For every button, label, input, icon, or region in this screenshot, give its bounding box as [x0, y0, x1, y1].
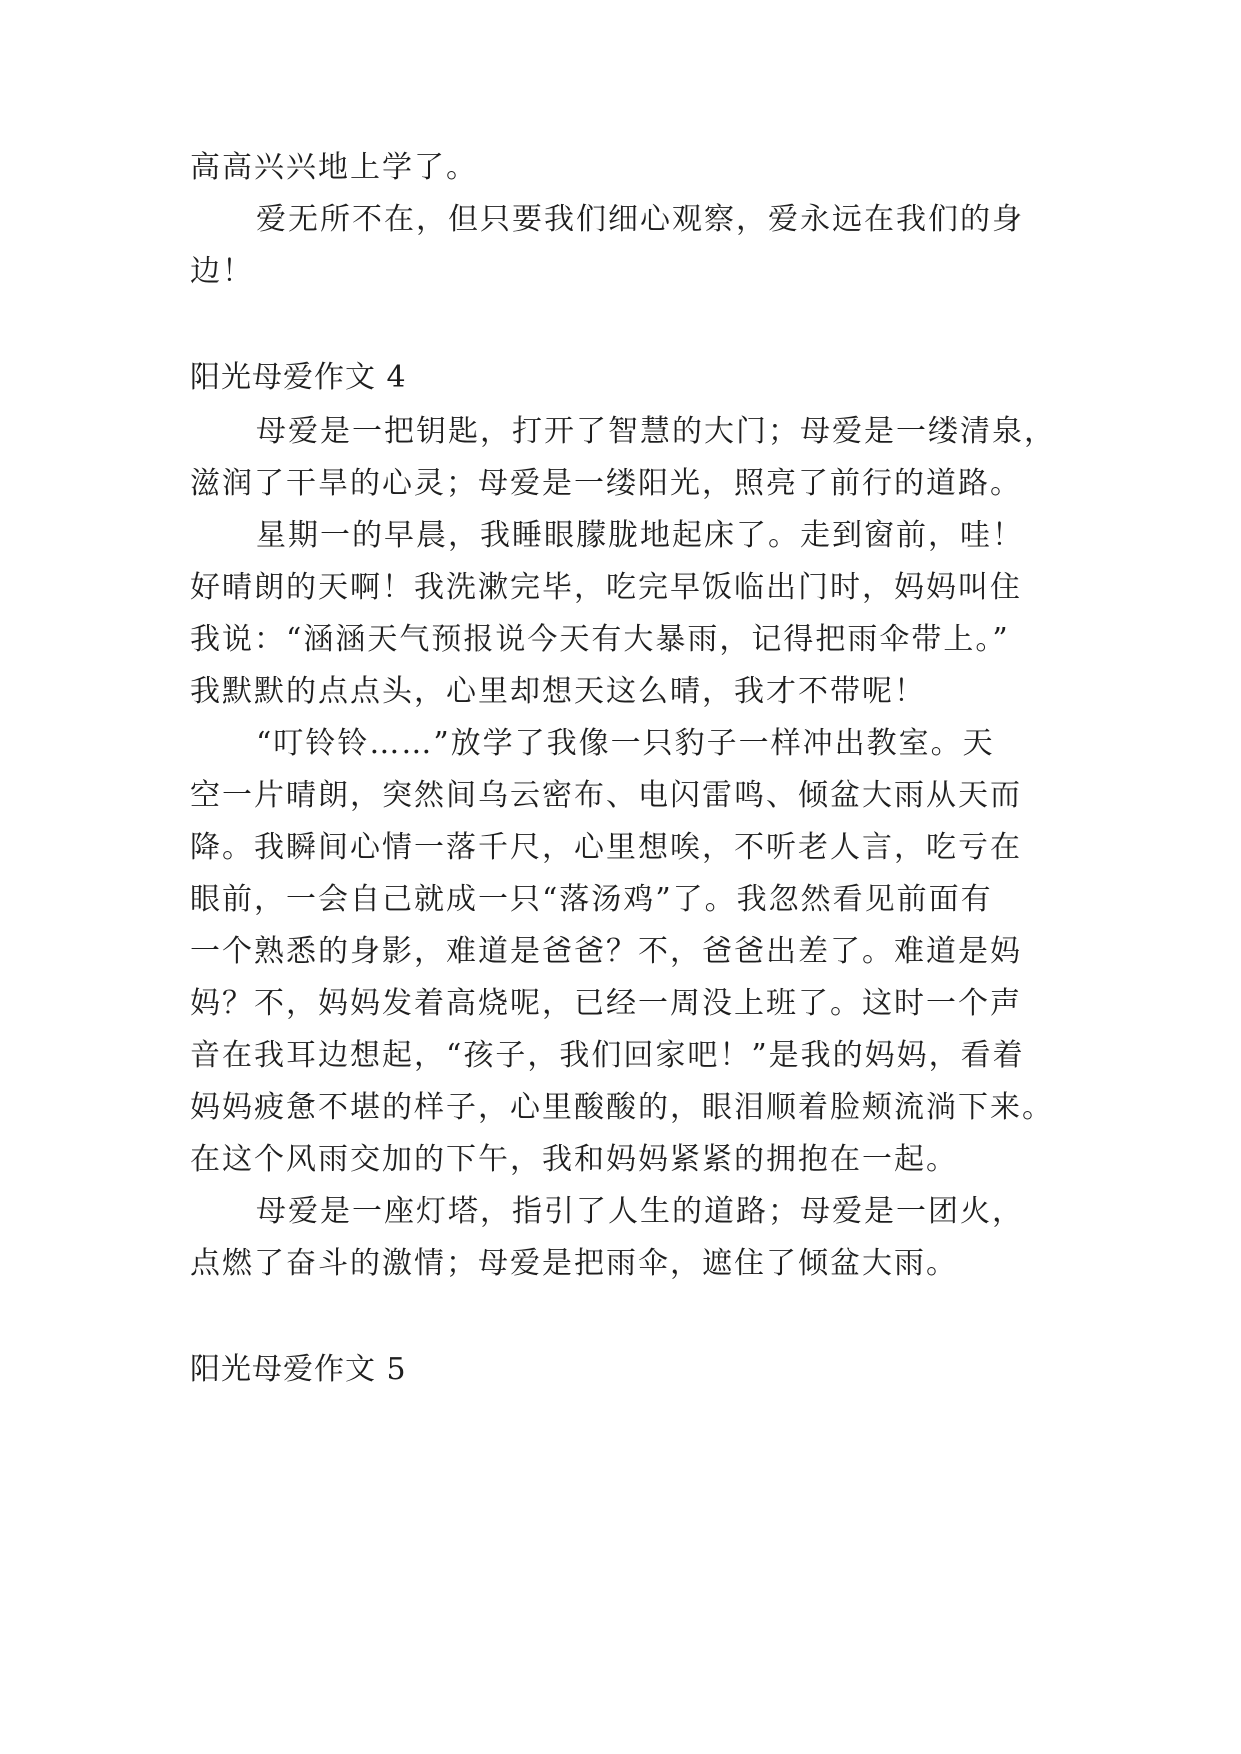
paragraph-line: “叮铃铃……”放学了我像一只豹子一样冲出教室。天 [256, 726, 995, 761]
paragraph-line: 妈？不，妈妈发着高烧呢，已经一周没上班了。这时一个声 [190, 986, 1022, 1021]
paragraph-line: 好晴朗的天啊！我洗漱完毕，吃完早饭临出门时，妈妈叫住 [190, 570, 1022, 605]
paragraph-line: 星期一的早晨，我睡眼朦胧地起床了。走到窗前，哇！ [256, 518, 1024, 553]
paragraph-line: 滋润了干旱的心灵；母爱是一缕阳光，照亮了前行的道路。 [190, 466, 1022, 501]
section-heading: 阳光母爱作文 4 [190, 360, 407, 395]
paragraph-line: 母爱是一座灯塔，指引了人生的道路；母爱是一团火， [256, 1194, 1024, 1229]
paragraph-line: 爱无所不在，但只要我们细心观察，爱永远在我们的身 [256, 202, 1024, 237]
paragraph-line: 音在我耳边想起，“孩子，我们回家吧！”是我的妈妈，看着 [190, 1038, 1025, 1073]
paragraph-line: 在这个风雨交加的下午，我和妈妈紧紧的拥抱在一起。 [190, 1142, 958, 1177]
paragraph-line: 妈妈疲惫不堪的样子，心里酸酸的，眼泪顺着脸颊流淌下来。 [190, 1090, 1054, 1125]
section-heading: 阳光母爱作文 5 [190, 1352, 407, 1387]
paragraph-line: 我说：“涵涵天气预报说今天有大暴雨，记得把雨伞带上。” [190, 622, 1010, 657]
paragraph-line: 边！ [190, 254, 254, 289]
paragraph-line: 母爱是一把钥匙，打开了智慧的大门；母爱是一缕清泉， [256, 414, 1056, 449]
paragraph-line: 点燃了奋斗的激情；母爱是把雨伞，遮住了倾盆大雨。 [190, 1246, 958, 1281]
paragraph-line: 我默默的点点头，心里却想天这么晴，我才不带呢！ [190, 674, 926, 709]
paragraph-line: 降。我瞬间心情一落千尺，心里想唉，不听老人言，吃亏在 [190, 830, 1022, 865]
paragraph-line: 一个熟悉的身影，难道是爸爸？不，爸爸出差了。难道是妈 [190, 934, 1022, 969]
paragraph-line: 空一片晴朗，突然间乌云密布、电闪雷鸣、倾盆大雨从天而 [190, 778, 1022, 813]
paragraph-line: 眼前，一会自己就成一只“落汤鸡”了。我忽然看见前面有 [190, 882, 993, 917]
paragraph-line: 高高兴兴地上学了。 [190, 150, 478, 185]
